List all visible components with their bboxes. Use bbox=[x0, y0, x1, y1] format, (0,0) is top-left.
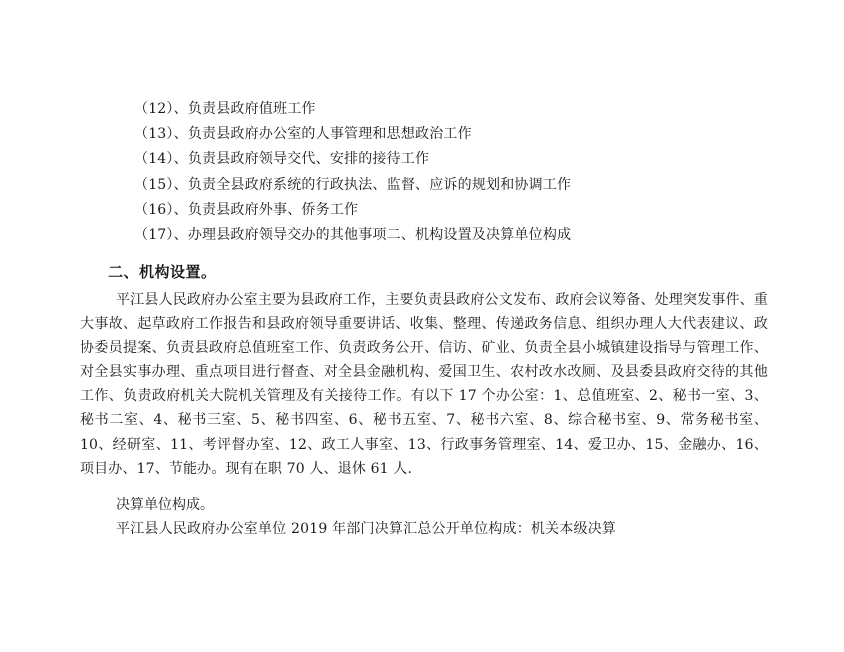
duty-list bbox=[134, 97, 571, 248]
duty-item: （13）、负责县政府办公室的人事管理和思想政治工作 bbox=[134, 126, 472, 143]
duty-item: （14）、负责县政府领导交代、安排的接待工作 bbox=[134, 151, 430, 168]
duty-item: （12）、负责县政府值班工作 bbox=[134, 101, 316, 117]
section-paragraph: 平江县人民政府办公室主要为县政府工作，主要负责县政府公文发布、政府会议筹备、处理突发事件、重大事故、起草政府工作报告和县政府领导重要讲话、收集、整理、传递政务信息、组织办理人大代表建议、政协委员提案、负责县政府总值班室工作、负责政务公开、信访、矿业、负责全县小城镇建设指导与管理工作、对全县实事办理、重点项目进行督查、对全县金融机构、爱国卫生、农村改水改厕、及县委县政府交待的其他工作、负责政府机关大院机关管理及有关接待工作。有以下 17 个办公室：1、总值班室、2、秘书一室、3、秘书二室、4、秘书三室、5、秘书四室、6、秘书五室、7、秘书六室、8、综合秘书室、9、常务秘书室、10、经研室、11、考评督办室、12、政工人事室、13、行政事务管理室、14、爱卫办、15、金融办、16、项目办、17、节能办。现有在职 70 人、退休 61 人. bbox=[80, 292, 768, 477]
budget-text: 平江县人民政府办公室单位 2019 年部门决算汇总公开单位构成：机关本级决算 bbox=[116, 521, 617, 537]
section-heading: 二、机构设置。 bbox=[108, 263, 217, 281]
duty-item: （16）、负责县政府外事、侨务工作 bbox=[134, 201, 359, 218]
duty-item: （17）、办理县政府领导交办的其他事项二、机构设置及决算单位构成 bbox=[134, 226, 572, 243]
duty-item: （15）、负责全县政府系统的行政执法、监督、应诉的规划和协调工作 bbox=[134, 176, 572, 193]
budget-heading: 决算单位构成。 bbox=[116, 497, 214, 513]
